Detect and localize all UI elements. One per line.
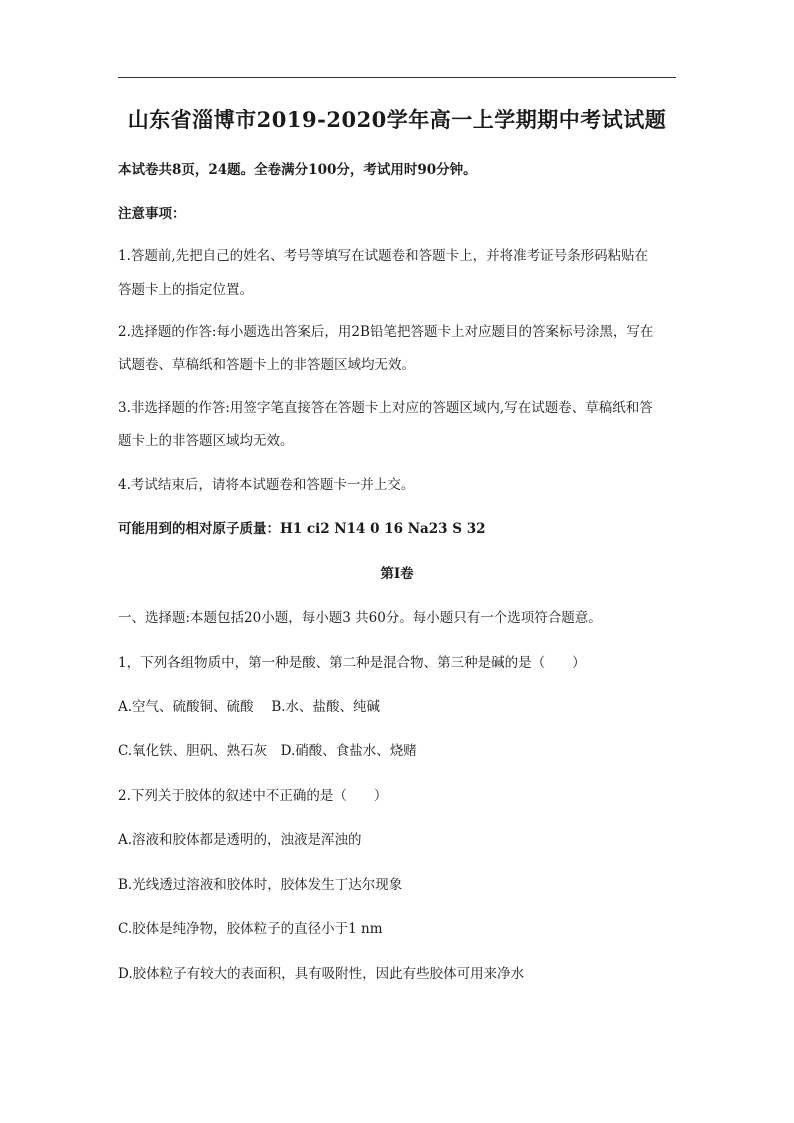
question-1-options-cd: C.氧化铁、胆矾、熟石灰 D.硝酸、食盐水、烧赌 bbox=[118, 743, 417, 759]
exam-intro: 本试卷共8页，24题。全卷满分100分，考试用时90分钟。 bbox=[118, 162, 477, 178]
notes-heading: 注意事项： bbox=[118, 206, 186, 222]
question-2-option-d: D.胶体粒子有较大的表面积，具有吸附性，因此有些胶体可用来净水 bbox=[118, 966, 525, 982]
question-2-option-c: C.胶体是纯净物，胶体粒子的直径小于1 nm bbox=[118, 921, 383, 937]
section-title: 第Ⅰ卷 bbox=[380, 566, 414, 582]
note-3-line-2: 题卡上的非答题区域均无效。 bbox=[118, 433, 294, 449]
question-2-option-b: B.光线透过溶液和胶体时，胶体发生丁达尔现象 bbox=[118, 877, 403, 893]
question-2-option-a: A.溶液和胶体都是透明的，浊液是浑浊的 bbox=[118, 832, 362, 848]
note-2-line-1: 2.选择题的作答:每小题选出答案后，用2B铅笔把答题卡上对应题目的答案标号涂黑，写在 bbox=[118, 324, 654, 340]
section-instruction: 一、选择题:本题包括20小题，每小题3 共60分。每小题只有一个选项符合题意。 bbox=[118, 610, 602, 626]
question-1-options-ab: A.空气、硫酸铜、硫酸 B.水、盐酸、纯碱 bbox=[118, 699, 381, 715]
note-1-line-2: 答题卡上的指定位置。 bbox=[118, 282, 253, 298]
note-1-line-1: 1.答题前,先把自己的姓名、考号等填写在试题卷和答题卡上，并将准考证号条形码粘贴在 bbox=[118, 248, 649, 264]
note-3-line-1: 3.非选择题的作答:用签字笔直接答在答题卡上对应的答题区域内,写在试题卷、草稿纸和答 bbox=[118, 400, 653, 416]
note-2-line-2: 试题卷、草稿纸和答题卡上的非答题区域均无效。 bbox=[118, 357, 415, 373]
atomic-masses: 可能用到的相对原子质量：H1 ci2 N14 0 16 Na23 S 32 bbox=[118, 521, 486, 537]
note-4-line-1: 4.考试结束后，请将本试题卷和答题卡一并上交。 bbox=[118, 477, 415, 493]
question-1-stem: 1，下列各组物质中，第一种是酸、第二种是混合物、第三种是碱的是（ ） bbox=[118, 655, 586, 671]
question-2-stem: 2.下列关于胶体的叙述中不正确的是（ ） bbox=[118, 788, 388, 804]
document-title: 山东省淄博市2019-2020学年高一上学期期中考试试题 bbox=[127, 107, 667, 132]
header-rule bbox=[118, 77, 676, 78]
